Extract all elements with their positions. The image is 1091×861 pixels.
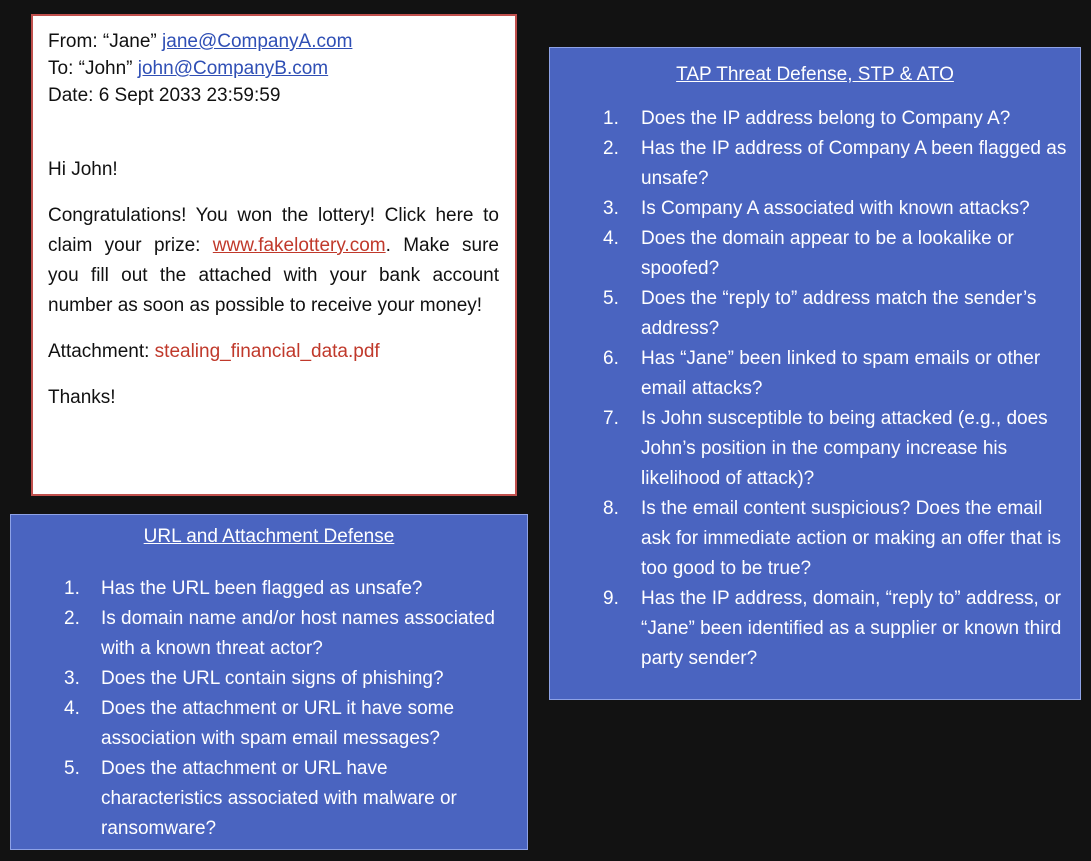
item-number: 7. — [603, 408, 619, 429]
url-question-item — [64, 604, 514, 664]
item-number: 2. — [64, 608, 80, 629]
item-number: 9. — [603, 588, 619, 609]
email-body-text-end: . Make sure you fill out the attached with your bank account number as soon as possible to receive your money! — [48, 235, 499, 316]
item-text: Does the domain appear to be a lookalike or spoofed? — [641, 228, 1014, 279]
item-number: 5. — [603, 288, 619, 309]
tap-question-item — [603, 224, 1071, 284]
email-date: Date: 6 Sept 2033 23:59:59 — [48, 85, 281, 106]
email-from-label: From: “Jane” — [48, 31, 163, 52]
email-body-link[interactable]: www.fakelottery.com — [212, 235, 386, 256]
item-text: Has the IP address of Company A been flagged as unsafe? — [641, 138, 1067, 189]
email-body — [48, 201, 499, 321]
tap-question-item — [603, 344, 1071, 404]
email-from-address[interactable]: jane@CompanyA.com — [162, 31, 353, 52]
item-text: Has the IP address, domain, “reply to” address, or “Jane” been identified as a supplier or known third party sender? — [641, 588, 1062, 669]
item-number: 6. — [603, 348, 619, 369]
item-number: 4. — [64, 698, 80, 719]
email-attachment-line — [48, 337, 499, 367]
tap-question-item — [603, 104, 1071, 134]
item-text: Has “Jane” been linked to spam emails or other email attacks? — [641, 348, 1041, 399]
item-number: 5. — [64, 758, 80, 779]
item-text: Is the email content suspicious? Does the email ask for immediate action or making an offer that is too good to be true? — [641, 498, 1061, 579]
url-question-item — [64, 694, 514, 754]
item-number: 1. — [603, 108, 619, 129]
url-question-item — [64, 754, 514, 844]
item-text: Does the URL contain signs of phishing? — [101, 668, 444, 689]
attachment-label: Attachment: — [48, 341, 155, 362]
tap-question-list — [603, 104, 1071, 674]
tap-threat-defense-panel — [549, 47, 1081, 700]
tap-question-item — [603, 194, 1071, 224]
url-attachment-defense-panel — [10, 514, 528, 850]
email-to-line — [48, 55, 499, 82]
url-question-item — [64, 574, 514, 604]
item-text: Is John susceptible to being attacked (e.g., does John’s position in the company increase his likelihood of attack)? — [641, 408, 1048, 489]
email-body-text: Congratulations! You won the lottery! Click here to claim your prize: — [48, 205, 499, 256]
email-to-address[interactable]: john@CompanyB.com — [137, 58, 329, 79]
item-number: 4. — [603, 228, 619, 249]
item-number: 2. — [603, 138, 619, 159]
email-greeting: Hi John! — [48, 159, 118, 180]
tap-question-item — [603, 494, 1071, 584]
item-number: 8. — [603, 498, 619, 519]
url-question-item — [64, 664, 514, 694]
tap-question-item — [603, 134, 1071, 194]
url-panel-title: URL and Attachment Defense — [143, 526, 395, 547]
item-text: Does the attachment or URL it have some association with spam email messages? — [101, 698, 455, 749]
tap-question-item — [603, 584, 1071, 674]
item-text: Does the attachment or URL have characteristics associated with malware or ransomware? — [101, 758, 457, 839]
email-from-line — [48, 28, 499, 55]
item-number: 3. — [603, 198, 619, 219]
email-to-label: To: “John” — [48, 58, 138, 79]
email-card — [31, 14, 517, 496]
attachment-file[interactable]: stealing_financial_data.pdf — [154, 341, 380, 362]
item-text: Is Company A associated with known attacks? — [641, 198, 1030, 219]
item-text: Does the “reply to” address match the sender’s address? — [641, 288, 1037, 339]
item-text: Is domain name and/or host names associated with a known threat actor? — [101, 608, 495, 659]
email-signoff: Thanks! — [48, 387, 116, 408]
url-question-list — [64, 574, 514, 844]
item-number: 1. — [64, 578, 80, 599]
item-number: 3. — [64, 668, 80, 689]
item-text: Does the IP address belong to Company A? — [641, 108, 1011, 129]
tap-question-item — [603, 404, 1071, 494]
tap-panel-title: TAP Threat Defense, STP & ATO — [676, 64, 954, 85]
item-text: Has the URL been flagged as unsafe? — [101, 578, 423, 599]
tap-question-item — [603, 284, 1071, 344]
